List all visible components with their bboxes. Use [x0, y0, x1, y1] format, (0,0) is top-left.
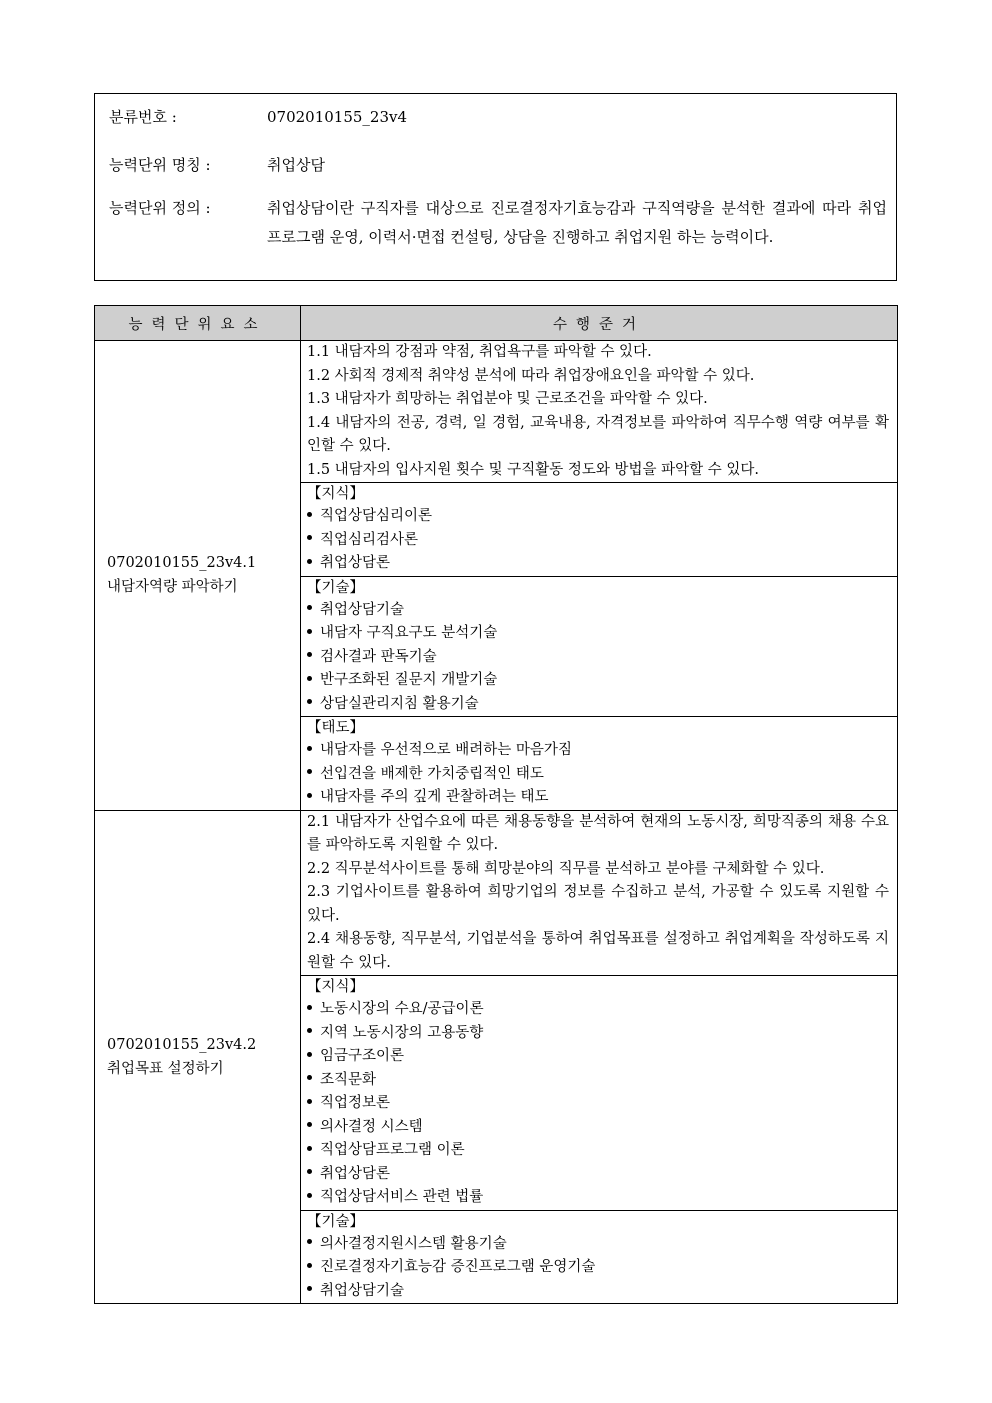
list-item-text: 선입견을 배제한 가치중립적인 태도: [320, 765, 544, 782]
list-item-text: 취업상담기술: [320, 601, 405, 618]
bullet-icon: [307, 1005, 312, 1010]
list-item: [307, 1116, 889, 1140]
criterion-item: 2.2 직무분석사이트를 통해 희망분야의 직무를 분석하고 분야를 구체화할 수 있다.: [307, 860, 825, 877]
bullet-icon: [307, 605, 312, 610]
unit-definition-label: 능력단위 정의 :: [109, 199, 211, 217]
bullet-icon: [307, 1169, 312, 1174]
list-item: [307, 1233, 889, 1257]
unit-info-box: [94, 93, 897, 281]
bullet-icon: [307, 1099, 312, 1104]
criteria-cell: [301, 341, 898, 483]
list-item-text: 취업상담론: [320, 555, 391, 571]
list-item-text: 상담실관리지침 활용기술: [320, 695, 479, 712]
list-item-text: 임금구조이론: [320, 1048, 405, 1064]
criterion-item: 2.4 채용동향, 직무분석, 기업분석을 통하여 취업목표를 설정하고 취업계획을 작성하도록 지원할 수 있다.: [307, 931, 889, 971]
section-heading: 【기술】: [307, 579, 365, 596]
criterion-item: 2.1 내담자가 산업수요에 따른 채용동향을 분석하여 현재의 노동시장, 희망직종의 채용 수요를 파악하도록 지원할 수 있다.: [307, 813, 889, 853]
element-code: 0702010155_23v4.2: [107, 1036, 257, 1053]
bullet-icon: [307, 535, 312, 540]
list-item-text: 직업심리검사론: [320, 531, 419, 548]
list-item-text: 내담자를 우선적으로 배려하는 마음가짐: [320, 742, 572, 758]
list-item: [307, 763, 889, 787]
list-item: [307, 998, 889, 1022]
performance-criteria-table: [94, 305, 898, 1304]
bullet-icon: [307, 676, 312, 681]
competency-section-cell: [301, 976, 898, 1211]
list-item-text: 조직문화: [320, 1071, 377, 1088]
list-item: [307, 505, 889, 529]
element-cell: [95, 341, 301, 811]
list-item: [307, 669, 889, 693]
element-name: 내담자역량 파악하기: [107, 579, 238, 596]
list-item-text: 반구조화된 질문지 개발기술: [320, 672, 498, 688]
list-item: [307, 1280, 889, 1304]
element-column-header: 능력단위요소: [95, 306, 301, 341]
bullet-icon: [307, 1193, 312, 1198]
bullet-icon: [307, 652, 312, 657]
criterion-item: 1.1 내담자의 강점과 약점, 취업욕구를 파악할 수 있다.: [307, 344, 652, 360]
bullet-icon: [307, 559, 312, 564]
list-item-text: 취업상담론: [320, 1165, 391, 1182]
criterion-item: 1.3 내담자가 희망하는 취업분야 및 근로조건을 파악할 수 있다.: [307, 391, 708, 407]
criterion-item: 1.4 내담자의 전공, 경력, 일 경험, 교육내용, 자격정보를 파악하여 직무수행 역량 여부를 확인할 수 있다.: [307, 414, 889, 454]
list-item: [307, 646, 889, 670]
element-cell: [95, 810, 301, 1304]
bullet-icon: [307, 1122, 312, 1127]
bullet-icon: [307, 512, 312, 517]
list-item: [307, 1163, 889, 1187]
list-item-text: 의사결정지원시스템 활용기술: [320, 1235, 507, 1252]
classification-value: 0702010155_23v4: [267, 108, 408, 126]
criterion-item: 1.2 사회적 경제적 취약성 분석에 따라 취업장애요인을 파악할 수 있다.: [307, 367, 755, 384]
bullet-icon: [307, 793, 312, 798]
list-item: [307, 693, 889, 717]
competency-section-cell: [301, 1210, 898, 1304]
list-item-text: 노동시장의 수요/공급이론: [320, 1001, 484, 1017]
table-row: [95, 341, 898, 483]
list-item: [307, 1022, 889, 1046]
list-item-text: 내담자 구직요구도 분석기술: [320, 625, 498, 641]
bullet-icon: [307, 1146, 312, 1151]
unit-name-label: 능력단위 명칭 :: [109, 156, 211, 174]
unit-name-value: 취업상담: [267, 156, 325, 174]
bullet-icon: [307, 1239, 312, 1244]
bullet-icon: [307, 1028, 312, 1033]
element-code: 0702010155_23v4.1: [107, 555, 257, 572]
list-item-text: 직업정보론: [320, 1095, 391, 1111]
criteria-cell: [301, 810, 898, 976]
table-header-row: [95, 306, 898, 341]
bullet-icon: [307, 1052, 312, 1057]
list-item: [307, 1092, 889, 1116]
list-item-text: 지역 노동시장의 고용동향: [320, 1024, 484, 1041]
list-item-text: 직업상담서비스 관련 법률: [320, 1189, 484, 1205]
competency-section-cell: [301, 717, 898, 811]
bullet-icon: [307, 629, 312, 634]
list-item-text: 검사결과 판독기술: [320, 648, 437, 665]
table-row: [95, 810, 898, 976]
list-item-text: 의사결정 시스템: [320, 1118, 423, 1135]
bullet-icon: [307, 1286, 312, 1291]
list-item: [307, 739, 889, 763]
list-item: [307, 1045, 889, 1069]
bullet-icon: [307, 699, 312, 704]
section-heading: 【지식】: [307, 486, 365, 502]
bullet-icon: [307, 1075, 312, 1080]
bullet-icon: [307, 1263, 312, 1268]
list-item: [307, 599, 889, 623]
competency-section-cell: [301, 483, 898, 577]
list-item: [307, 1069, 889, 1093]
list-item: [307, 552, 889, 576]
list-item: [307, 622, 889, 646]
list-item-text: 직업상담심리이론: [320, 508, 433, 524]
section-heading: 【지식】: [307, 979, 365, 995]
list-item: [307, 1139, 889, 1163]
unit-definition-value: 취업상담이란 구직자를 대상으로 진로결정자기효능감과 구직역량을 분석한 결과에 따라 취업 프로그램 운영, 이력서·면접 컨설팅, 상담을 진행하고 취업지원 하는 능력이다.: [267, 199, 887, 246]
section-heading: 【기술】: [307, 1213, 365, 1230]
bullet-icon: [307, 746, 312, 751]
competency-section-cell: [301, 576, 898, 717]
classification-label: 분류번호 :: [109, 108, 177, 126]
table-body: [95, 341, 898, 1304]
list-item: [307, 1256, 889, 1280]
list-item-text: 직업상담프로그램 이론: [320, 1142, 465, 1158]
section-heading: 【태도】: [307, 720, 365, 736]
list-item: [307, 786, 889, 810]
criterion-item: 2.3 기업사이트를 활용하여 희망기업의 정보를 수집하고 분석, 가공할 수 있도록 지원할 수 있다.: [307, 884, 889, 924]
list-item-text: 내담자를 주의 깊게 관찰하려는 태도: [320, 789, 549, 805]
bullet-icon: [307, 769, 312, 774]
list-item: [307, 1186, 889, 1210]
criteria-column-header: 수행준거: [301, 306, 898, 341]
list-item: [307, 529, 889, 553]
element-name: 취업목표 설정하기: [107, 1060, 224, 1077]
list-item-text: 취업상담기술: [320, 1282, 405, 1299]
list-item-text: 진로결정자기효능감 증진프로그램 운영기술: [320, 1259, 596, 1275]
criterion-item: 1.5 내담자의 입사지원 횟수 및 구직활동 정도와 방법을 파악할 수 있다.: [307, 461, 759, 478]
